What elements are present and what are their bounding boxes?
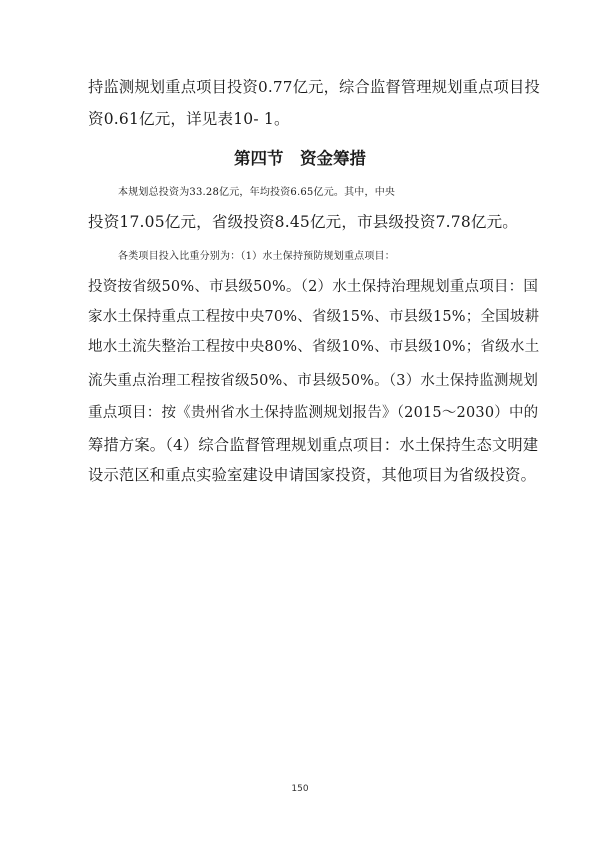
paragraph-line: 本规划总投资为33.28亿元，年均投资6.65亿元。其中，中央: [118, 187, 396, 198]
paragraph-line: 持监测规划重点项目投资0.77亿元，综合监督管理规划重点项目投: [88, 78, 540, 96]
paragraph-line: 设示范区和重点实验室建设申请国家投资，其他项目为省级投资。: [88, 466, 537, 484]
paragraph-line: 投资按省级50%、市县级50%。（2）水土保持治理规划重点项目：国: [88, 279, 539, 295]
section-heading: 第四节 资金筹措: [234, 149, 366, 168]
paragraph-line: 筹措方案。（4）综合监督管理规划重点项目：水土保持生态文明建: [88, 436, 539, 454]
paragraph-line: 资0.61亿元，详见表10- 1。: [88, 110, 290, 128]
paragraph-line: 地水土流失整治工程按中央80%、省级10%、市县级10%；省级水土: [88, 339, 540, 355]
paragraph-line: 家水土保持重点工程按中央70%、省级15%、市县级15%；全国坡耕: [88, 309, 540, 325]
page-number: 150: [291, 784, 309, 794]
paragraph-line: 投资17.05亿元，省级投资8.45亿元，市县级投资7.78亿元。: [88, 213, 518, 231]
paragraph-line: 重点项目：按《贵州省水土保持监测规划报告》（2015～2030）中的: [88, 405, 539, 421]
paragraph-line: 流失重点治理工程按省级50%、市县级50%。（3）水土保持监测规划: [88, 373, 539, 389]
paragraph-line: 各类项目投入比重分别为：（1）水土保持预防规划重点项目：: [118, 251, 395, 262]
